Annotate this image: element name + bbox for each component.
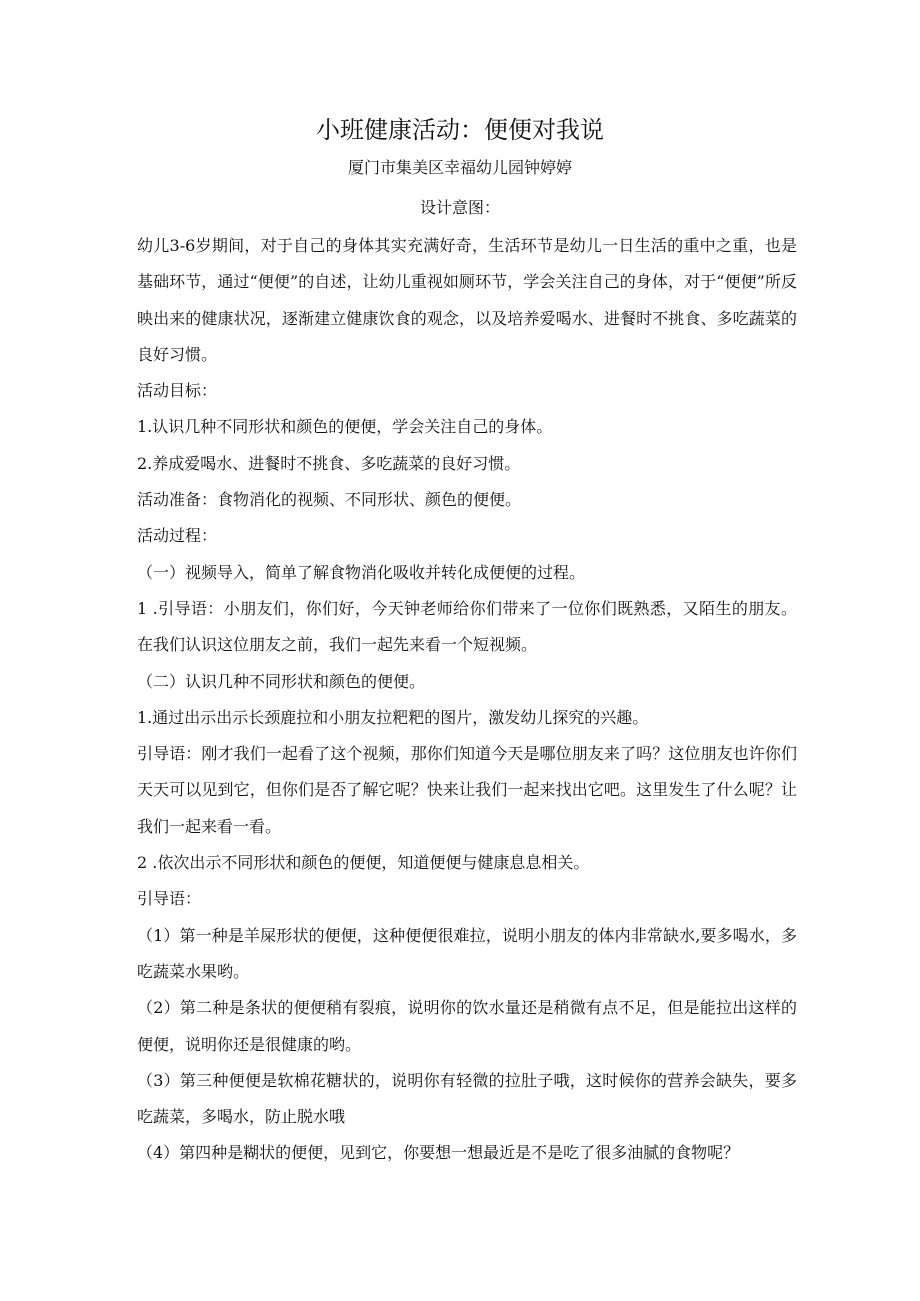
- goal-2: 2.养成爱喝水、进餐时不挑食、多吃蔬菜的良好习惯。: [137, 453, 521, 473]
- section-2-step-2: 2 .依次出示不同形状和颜色的便便，知道便便与健康息息相关。: [137, 853, 590, 873]
- heading-goals: 活动目标：: [137, 381, 218, 401]
- page-title: 小班健康活动：便便对我说: [316, 116, 604, 144]
- section-2-heading: （二）认识几种不同形状和颜色的便便。: [137, 671, 426, 691]
- design-intent-heading: 设计意图：: [419, 198, 500, 217]
- section-1-heading: （一）视频导入，简单了解食物消化吸收并转化成便便的过程。: [137, 562, 586, 582]
- heading-process: 活动过程：: [137, 526, 218, 546]
- author-line: 厦门市集美区幸福幼儿园钟婷婷: [347, 158, 572, 177]
- document-body: [137, 228, 797, 1172]
- stool-type-4: （4）第四种是糊状的便便，见到它，你要想一想最近是不是吃了很多油腻的食物呢？: [137, 1143, 740, 1163]
- section-2-step-1: 1.通过出示出示长颈鹿拉和小朋友拉粑粑的图片，激发幼儿探究的兴趣。: [137, 707, 649, 727]
- preparation: 活动准备：食物消化的视频、不同形状、颜色的便便。: [137, 490, 522, 510]
- goal-1: 1.认识几种不同形状和颜色的便便，学会关注自己的身体。: [137, 417, 553, 437]
- stool-type-3: （3）第三种便便是软棉花糖状的，说明你有轻微的拉肚子哦，这时候你的营养会缺失，要多吃蔬菜，多喝水，防止脱水哦: [137, 1070, 797, 1127]
- section-1-step-1: 1 .引导语：小朋友们，你们好，今天钟老师给你们带来了一位你们既熟悉，又陌生的朋友。在我们认识这位朋友之前，我们一起先来看一个短视频。: [137, 598, 797, 655]
- section-2-guidance-label: 引导语：: [137, 889, 202, 909]
- stool-type-1: （1）第一种是羊屎形状的便便，这种便便很难拉，说明小朋友的体内非常缺水,要多喝水，多吃蔬菜水果哟。: [137, 925, 797, 981]
- stool-type-2: （2）第二种是条状的便便稍有裂痕，说明你的饮水量还是稍微有点不足，但是能拉出这样的便便，说明你还是很健康的哟。: [137, 998, 797, 1054]
- paragraph-intent: 幼儿3-6岁期间，对于自己的身体其实充满好奇，生活环节是幼儿一日生活的重中之重，也是基础环节，通过“便便”的自述，让幼儿重视如厕环节，学会关注自己的身体，对于“便便”所反映出来的健康状况，逐渐建立健康饮食的观念，以及培养爱喝水、进餐时不挑食、多吃蔬菜的良好习惯。: [137, 236, 797, 364]
- section-2-guidance-1: 引导语：刚才我们一起看了这个视频，那你们知道今天是哪位朋友来了吗？这位朋友也许你们天天可以见到它，但你们是否了解它呢？快来让我们一起来找出它吧。这里发生了什么呢？让我们一起来看一看。: [137, 744, 797, 836]
